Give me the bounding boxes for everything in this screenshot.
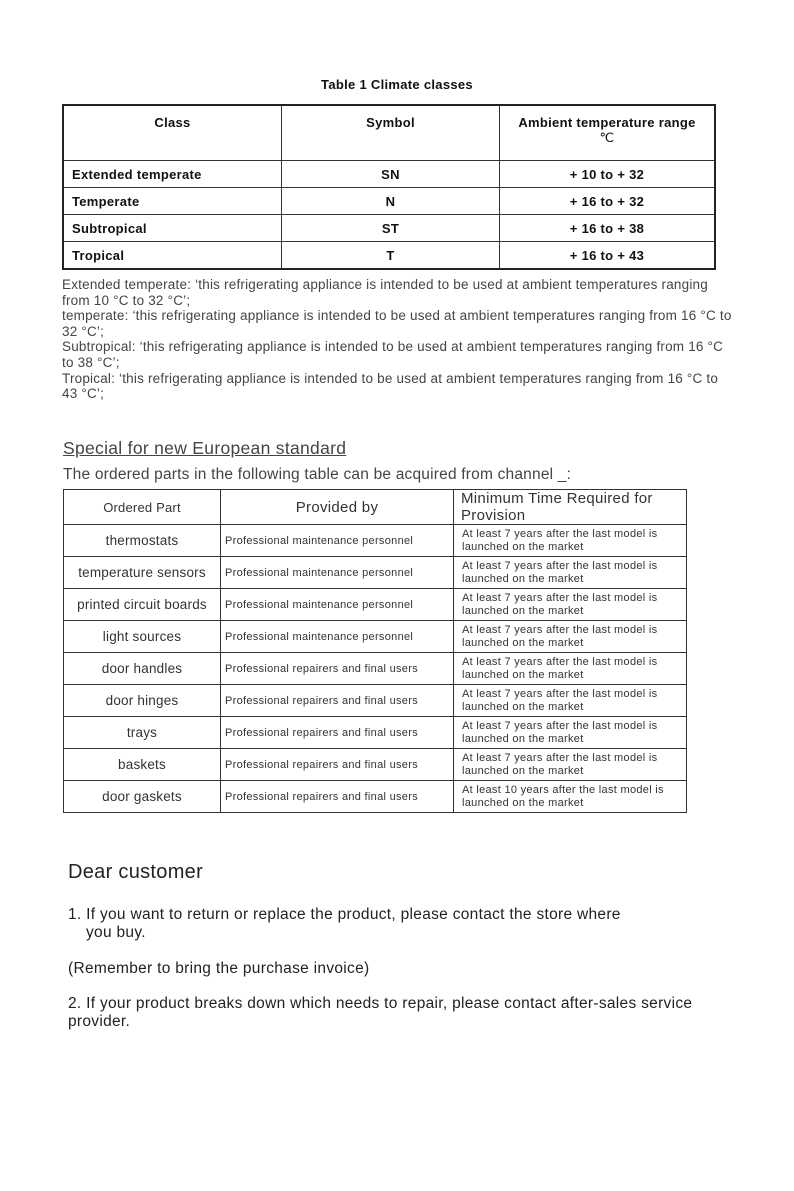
climate-table-header-row xyxy=(63,105,715,161)
climate-classes-table xyxy=(62,104,716,270)
time-cell: At least 7 years after the last model is launched on the market xyxy=(454,557,687,589)
symbol-cell: ST xyxy=(282,215,500,242)
provider-cell: Professional maintenance personnel xyxy=(221,557,454,589)
table-row xyxy=(64,653,687,685)
part-cell: baskets xyxy=(64,749,221,781)
climate-table-caption: Table 1 Climate classes xyxy=(321,77,473,92)
range-cell: + 16 to + 32 xyxy=(500,188,716,215)
time-cell: At least 10 years after the last model is launched on the market xyxy=(454,781,687,813)
table-row xyxy=(63,188,715,215)
return-instruction xyxy=(68,906,708,942)
part-cell: door handles xyxy=(64,653,221,685)
provider-cell: Professional repairers and final users xyxy=(221,717,454,749)
provider-cell: Professional maintenance personnel xyxy=(221,525,454,557)
table-row xyxy=(64,557,687,589)
dear-customer-heading: Dear customer xyxy=(68,861,204,883)
parts-table-header-row xyxy=(64,490,687,525)
symbol-cell: SN xyxy=(282,161,500,188)
table-row xyxy=(64,525,687,557)
range-header-unit: ℃ xyxy=(599,130,615,145)
climate-note: temperate: ‘this refrigerating appliance is intended to be used at ambient temperatures ranging from 16 °C to 32 °C’; xyxy=(62,308,732,339)
time-cell: At least 7 years after the last model is launched on the market xyxy=(454,525,687,557)
time-cell: At least 7 years after the last model is launched on the market xyxy=(454,653,687,685)
time-cell: At least 7 years after the last model is launched on the market xyxy=(454,621,687,653)
class-header: Class xyxy=(63,105,282,161)
ordered-part-header: Ordered Part xyxy=(64,490,221,525)
minimum-time-header: Minimum Time Required for Provision xyxy=(454,490,687,525)
symbol-header: Symbol xyxy=(282,105,500,161)
table-row xyxy=(63,161,715,188)
range-cell: + 10 to + 32 xyxy=(500,161,716,188)
provider-cell: Professional maintenance personnel xyxy=(221,621,454,653)
part-cell: thermostats xyxy=(64,525,221,557)
class-cell: Subtropical xyxy=(63,215,282,242)
climate-note: Tropical: ‘this refrigerating appliance is intended to be used at ambient temperatures ranging from 16 °C to 43 °C’; xyxy=(62,370,719,402)
table-row xyxy=(64,621,687,653)
part-cell: printed circuit boards xyxy=(64,589,221,621)
ordered-parts-table xyxy=(63,489,687,813)
return-instruction-line1: 1. If you want to return or replace the product, please contact the store where xyxy=(68,906,621,923)
class-cell: Extended temperate xyxy=(63,161,282,188)
climate-notes xyxy=(62,277,732,402)
table-row xyxy=(64,781,687,813)
part-cell: door hinges xyxy=(64,685,221,717)
class-cell: Tropical xyxy=(63,242,282,270)
symbol-cell: N xyxy=(282,188,500,215)
provider-cell: Professional repairers and final users xyxy=(221,781,454,813)
table-row xyxy=(64,749,687,781)
table-row xyxy=(64,589,687,621)
provider-cell: Professional repairers and final users xyxy=(221,685,454,717)
table-row xyxy=(64,717,687,749)
invoice-reminder: (Remember to bring the purchase invoice) xyxy=(68,960,370,977)
range-cell: + 16 to + 43 xyxy=(500,242,716,270)
class-cell: Temperate xyxy=(63,188,282,215)
provider-cell: Professional repairers and final users xyxy=(221,653,454,685)
provided-by-header: Provided by xyxy=(221,490,454,525)
climate-note: Subtropical: ‘this refrigerating appliance is intended to be used at ambient temperatures ranging from 16 °C to 38 °C’; xyxy=(62,339,724,370)
part-cell: light sources xyxy=(64,621,221,653)
provider-cell: Professional maintenance personnel xyxy=(221,589,454,621)
part-cell: temperature sensors xyxy=(64,557,221,589)
range-cell: + 16 to + 38 xyxy=(500,215,716,242)
time-cell: At least 7 years after the last model is launched on the market xyxy=(454,749,687,781)
table-row xyxy=(63,215,715,242)
time-cell: At least 7 years after the last model is launched on the market xyxy=(454,589,687,621)
provider-cell: Professional repairers and final users xyxy=(221,749,454,781)
return-instruction-line2: you buy. xyxy=(86,924,146,941)
table-row xyxy=(64,685,687,717)
table-row xyxy=(63,242,715,270)
climate-note: Extended temperate: ‘this refrigerating appliance is intended to be used at ambient temperatures ranging from 10 °C to 32 °C’; xyxy=(62,277,708,308)
repair-instruction: 2. If your product breaks down which needs to repair, please contact after-sales service provider. xyxy=(68,995,693,1030)
symbol-cell: T xyxy=(282,242,500,270)
part-cell: door gaskets xyxy=(64,781,221,813)
special-section-title: Special for new European standard xyxy=(63,438,347,458)
range-header-text: Ambient temperature range xyxy=(518,115,696,130)
special-section-intro: The ordered parts in the following table can be acquired from channel _: xyxy=(63,466,572,483)
part-cell: trays xyxy=(64,717,221,749)
time-cell: At least 7 years after the last model is launched on the market xyxy=(454,717,687,749)
range-header xyxy=(500,105,716,161)
time-cell: At least 7 years after the last model is launched on the market xyxy=(454,685,687,717)
